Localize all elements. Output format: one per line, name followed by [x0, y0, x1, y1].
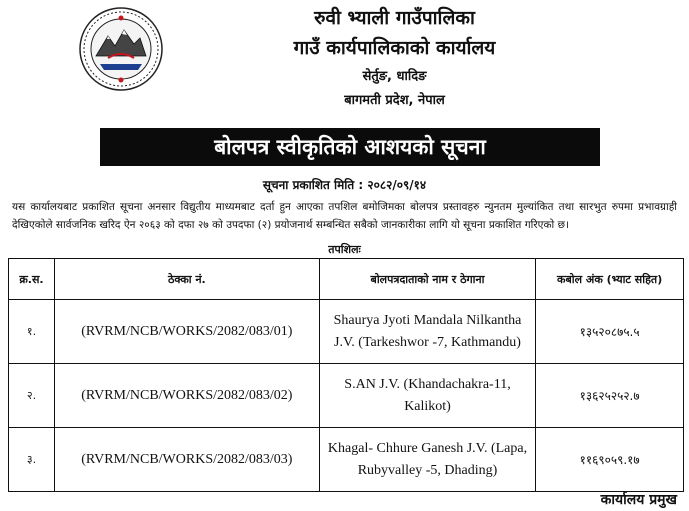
bidder-line-2: Rubyvalley -5, Dhading) — [357, 462, 498, 478]
table-header-row — [9, 259, 684, 300]
notice-title-banner: बोलपत्र स्वीकृतिको आशयको सूचना — [100, 128, 600, 166]
bidder-line-2: Kalikot) — [404, 398, 451, 414]
province-name: बागमती प्रदेश, नेपाल — [344, 93, 445, 108]
amount-cell: १३५२०८७५.५ — [536, 300, 684, 364]
header-amount: कबोल अंक (भ्याट सहित) — [536, 259, 684, 300]
serial-cell: १. — [9, 300, 55, 364]
amount-cell: ११६९०५९.१७ — [536, 428, 684, 492]
bid-table — [8, 258, 684, 492]
bidder-cell — [319, 428, 536, 492]
published-date: सूचना प्रकाशित मिति : २०८२/०९/१४ — [262, 178, 427, 192]
office-location: सेर्तुङ, धादिङ — [362, 69, 427, 84]
table-row — [9, 300, 684, 364]
bidder-line-1: S.AN J.V. (Khandachakra-11, — [344, 376, 511, 392]
bidder-cell — [319, 300, 536, 364]
notice-body-text: यस कार्यालयबाट प्रकाशित सूचना अनसार विद्युतीय माध्यमबाट दर्ता हुन आएका तपशिल बमोजिमका बोलपत्र प्रस्तावहरु न्युनतम मुल्यांकित तथा सारभुत रुपमा प्रभावग्राही देखिएकोले सार्वजनिक खरिद ऐन २०६३ को दफा २७ को उपदफा (२) प्रयोजनार्थ सम्बन्धित सबैको जानकारीका लागि यो सूचना प्रकाशित गरिएको छ। — [12, 201, 677, 231]
bidder-line-1: Shaurya Jyoti Mandala Nilkantha — [333, 312, 522, 328]
contract-cell: (RVRM/NCB/WORKS/2082/083/03) — [54, 428, 319, 492]
table-row — [9, 428, 684, 492]
contract-cell: (RVRM/NCB/WORKS/2082/083/01) — [54, 300, 319, 364]
signature-title: कार्यालय प्रमुख — [600, 492, 677, 508]
table-row — [9, 364, 684, 428]
office-name: गाउँ कार्यपालिकाको कार्यालय — [293, 37, 496, 59]
amount-cell: १३६२५२५२.७ — [536, 364, 684, 428]
serial-cell: २. — [9, 364, 55, 428]
serial-cell: ३. — [9, 428, 55, 492]
header-contract-no: ठेक्का नं. — [54, 259, 319, 300]
table-caption: तपशिलः — [328, 243, 361, 256]
header-bidder: बोलपत्रदाताको नाम र ठेगाना — [319, 259, 536, 300]
contract-cell: (RVRM/NCB/WORKS/2082/083/02) — [54, 364, 319, 428]
bidder-line-2: J.V. (Tarkeshwor -7, Kathmandu) — [334, 334, 521, 350]
municipality-name: रुवी भ्याली गाउँपालिका — [314, 7, 475, 29]
bidder-cell — [319, 364, 536, 428]
header-serial: क्र.स. — [9, 259, 55, 300]
bidder-line-1: Khagal- Chhure Ganesh J.V. (Lapa, — [327, 440, 528, 456]
municipality-emblem — [78, 6, 164, 92]
